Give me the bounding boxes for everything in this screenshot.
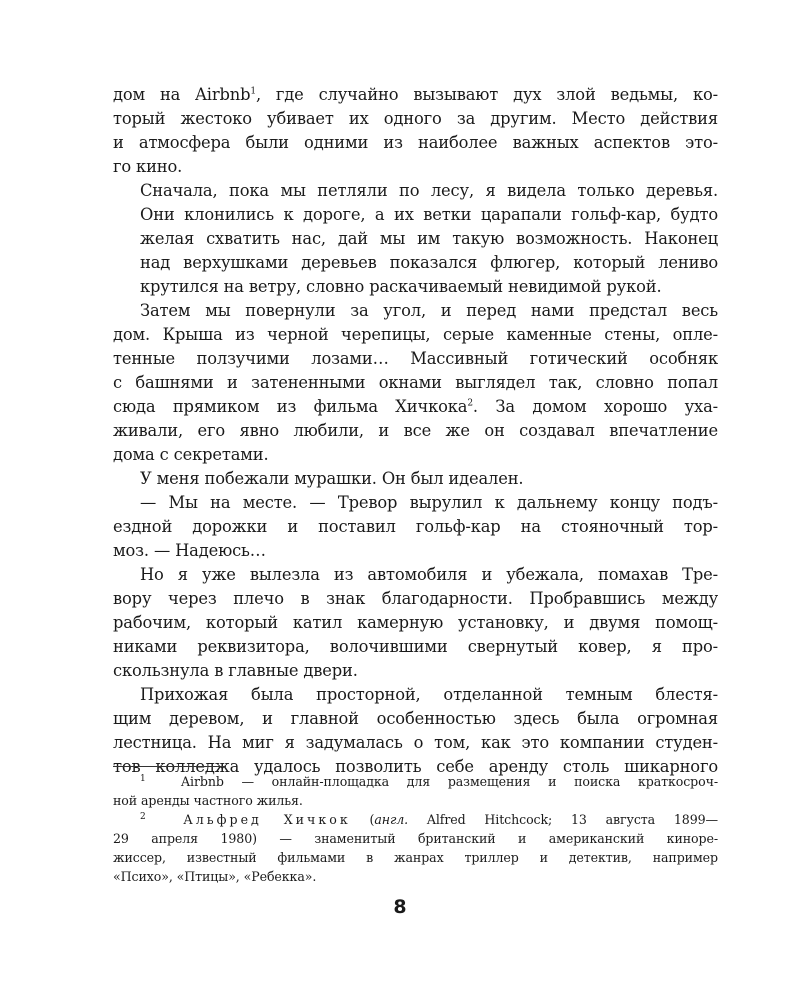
text-line: крутился на ветру, словно раскачиваемый невидимой рукой. bbox=[140, 277, 662, 296]
text-line: лестница. На миг я задумалась о том, как это компании студен- bbox=[113, 733, 718, 752]
text-line: рабочим, который катил камерную установку, и двумя помощ- bbox=[113, 613, 718, 632]
footnote-2-cont: жиссер, известный фильмами в жанрах триллер и детектив, например bbox=[113, 850, 718, 865]
text-line: тенные ползучими лозами… Массивный готический особняк bbox=[113, 349, 718, 368]
footnote-2 bbox=[113, 810, 718, 829]
footnote-1 bbox=[113, 772, 718, 791]
text-line: дом. Крыша из черной черепицы, серые каменные стены, опле- bbox=[113, 325, 718, 344]
footnote-divider bbox=[113, 766, 226, 767]
footnote-2-cont: «Психо», «Птицы», «Ребекка». bbox=[113, 869, 317, 884]
paragraph-5 bbox=[113, 491, 718, 563]
paragraph-7 bbox=[113, 683, 718, 779]
text-line bbox=[113, 395, 718, 419]
footnote-2-cont: 29 апреля 1980) — знаменитый британский и американский киноре- bbox=[113, 831, 718, 846]
text-line: щим деревом, и главной особенностью здесь была огромная bbox=[113, 709, 718, 728]
text-line: живали, его явно любили, и все же он создавал впечатление bbox=[113, 421, 718, 440]
footnote-number: 1 bbox=[140, 773, 146, 784]
text-line: никами реквизитора, волочившими свернутый ковер, я про- bbox=[113, 637, 718, 656]
paragraph-3 bbox=[113, 299, 718, 467]
text-line: вору через плечо в знак благодарности. Пробравшись между bbox=[113, 589, 718, 608]
text-line: ездной дорожки и поставил гольф-кар на стояночный тор- bbox=[113, 517, 718, 536]
text-line: Они клонились к дороге, а их ветки царапали гольф-кар, будто bbox=[140, 205, 718, 224]
paragraph-1 bbox=[113, 83, 718, 179]
text-line: Сначала, пока мы петляли по лесу, я видела только деревья. bbox=[140, 181, 718, 200]
text-segment: . За домом хорошо уха- bbox=[472, 397, 718, 416]
footnote-ref-1[interactable]: 1 bbox=[250, 86, 256, 97]
text-segment: , где случайно вызывают дух злой ведьмы, ко- bbox=[255, 85, 718, 104]
footnote-ref-2[interactable]: 2 bbox=[467, 398, 473, 409]
text-line: Прихожая была просторной, отделанной темным блестя- bbox=[140, 685, 718, 704]
text-line: над верхушками деревьев показался флюгер, который лениво bbox=[140, 253, 718, 272]
footnote-number: 2 bbox=[140, 811, 146, 822]
text-line: скользнула в главные двери. bbox=[113, 661, 358, 680]
text-line: Затем мы повернули за угол, и перед нами предстал весь bbox=[140, 301, 718, 320]
text-line: Но я уже вылезла из автомобиля и убежала, помахав Тре- bbox=[140, 565, 718, 584]
paragraph-6 bbox=[113, 563, 718, 683]
footnote-text: Airbnb — онлайн-площадка для размещения и поиска краткосроч- bbox=[181, 774, 718, 789]
text-line: желая схватить нас, дай мы им такую возможность. Наконец bbox=[140, 229, 718, 248]
text-line: тов колледжа удалось позволить себе аренду столь шикарного bbox=[113, 757, 718, 776]
paragraph-4 bbox=[113, 467, 718, 491]
footnote-text: англ. bbox=[374, 812, 409, 827]
text-line: го кино. bbox=[113, 157, 183, 176]
text-line bbox=[113, 83, 718, 107]
footnotes bbox=[113, 772, 718, 886]
text-line: дома с секретами. bbox=[113, 445, 269, 464]
paragraph-2 bbox=[113, 179, 718, 299]
text-line: торый жестоко убивает их одного за другим. Место действия bbox=[113, 109, 718, 128]
text-line: с башнями и затененными окнами выглядел так, словно попал bbox=[113, 373, 718, 392]
text-line: — Мы на месте. — Тревор вырулил к дальнему концу подъ- bbox=[140, 493, 718, 512]
text-segment: дом на Airbnb bbox=[113, 85, 251, 104]
footnote-name: Альфред Хичкок bbox=[183, 812, 351, 827]
text-line: У меня побежали мурашки. Он был идеален. bbox=[140, 469, 524, 488]
text-segment: сюда прямиком из фильма Хичкока bbox=[113, 397, 468, 416]
page-number: 8 bbox=[393, 896, 407, 918]
main-text bbox=[113, 83, 718, 779]
footnote-1-cont: ной аренды частного жилья. bbox=[113, 793, 303, 808]
footnote-text: ( bbox=[350, 812, 375, 827]
footnote-text: Alfred Hitchcock; 13 августа 1899— bbox=[408, 812, 718, 827]
text-line: и атмосфера были одними из наиболее важных аспектов это- bbox=[113, 133, 718, 152]
text-line: моз. — Надеюсь… bbox=[113, 541, 266, 560]
